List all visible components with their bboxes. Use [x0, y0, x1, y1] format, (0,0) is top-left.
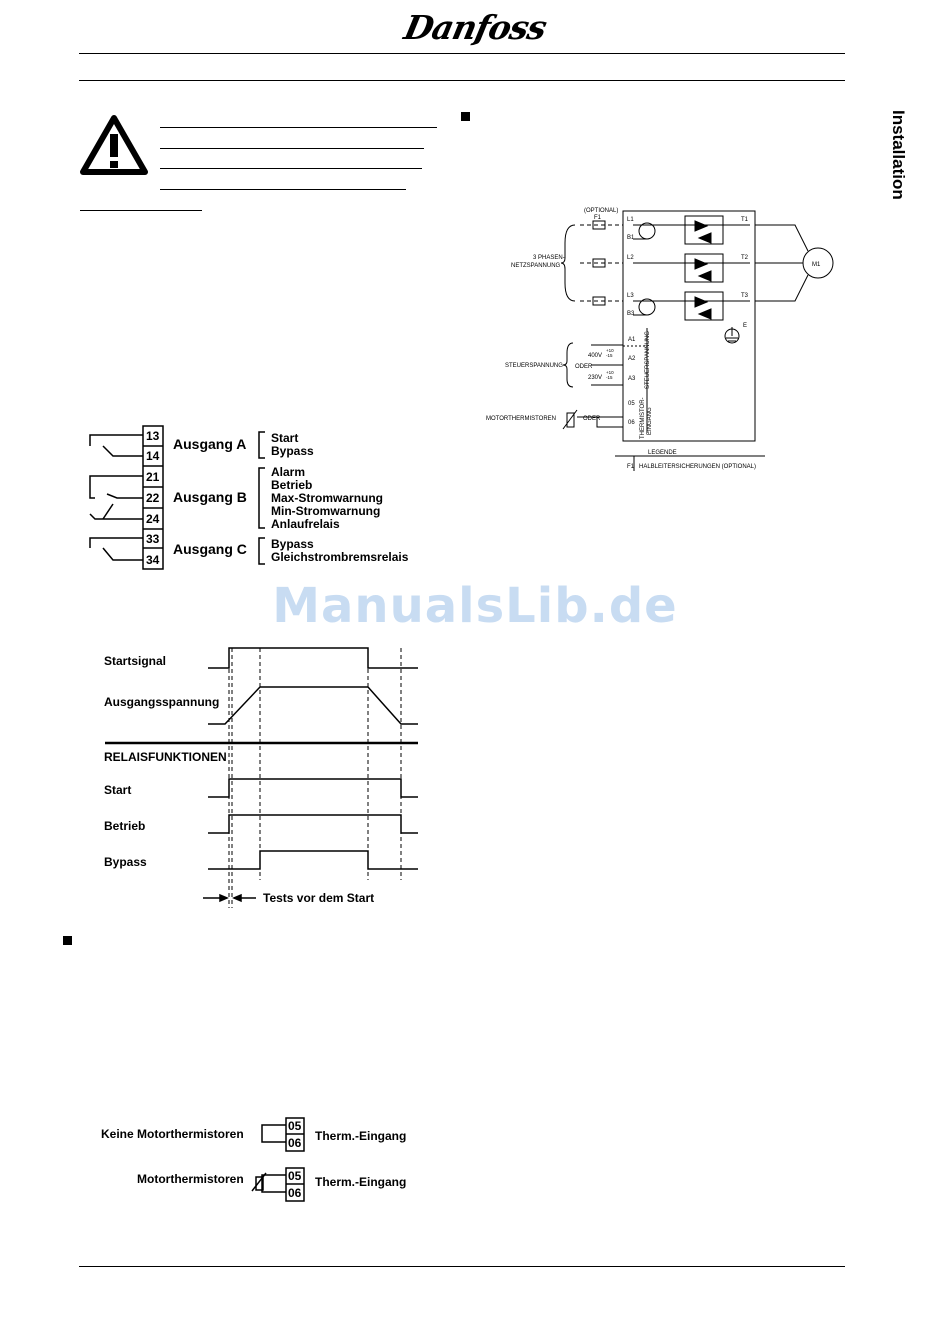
- warning-text-line-4: [160, 189, 406, 190]
- control-400v: 400V: [588, 353, 603, 359]
- terminal-14: 14: [146, 449, 160, 463]
- output-a-function: Bypass: [271, 444, 314, 458]
- earth-label: E: [743, 323, 748, 329]
- output-c-function: Bypass: [271, 537, 314, 551]
- terminal-22: 22: [146, 491, 160, 505]
- supply-label-2: NETZSPANNUNG: [511, 263, 561, 269]
- control-section-vertical: STEUERSPANNUNG: [645, 331, 651, 389]
- bypass-relay-trace: [208, 851, 418, 869]
- terminal-a2: A2: [628, 356, 636, 362]
- terminal-05: 05: [628, 401, 635, 407]
- relay-label-bypass: Bypass: [104, 855, 147, 869]
- betrieb-relay-trace: [208, 815, 418, 833]
- wiring-diagram: [485, 203, 845, 475]
- signal-label-startsignal: Startsignal: [104, 654, 167, 668]
- header-rule-top: [79, 53, 845, 54]
- watermark: ManualsLib.de: [272, 578, 678, 634]
- output-b-function: Max-Stromwarnung: [271, 491, 384, 505]
- terminal-06: 06: [288, 1186, 302, 1200]
- therm-input-label: Therm.-Eingang: [315, 1175, 407, 1189]
- thermistor-oder: ODER: [583, 416, 601, 422]
- footer-rule: [79, 1266, 845, 1267]
- fuse-label: F1: [594, 215, 602, 221]
- terminal-13: 13: [146, 429, 160, 443]
- warning-text-line-5: [80, 210, 202, 211]
- legend-title: LEGENDE: [648, 450, 677, 456]
- control-230v-tol-minus: -15: [606, 375, 613, 380]
- section-bullet-wiring: [461, 112, 470, 121]
- output-c-label: Ausgang C: [173, 541, 247, 557]
- output-c-function: Gleichstrombremsrelais: [271, 550, 409, 564]
- terminal-34: 34: [146, 553, 160, 567]
- output-b-function: Betrieb: [271, 478, 313, 492]
- header-rule-bottom: [79, 80, 845, 81]
- output-a-label: Ausgang A: [173, 436, 247, 452]
- relay-functions-title: RELAISFUNKTIONEN: [104, 750, 227, 764]
- thermistor-input-vertical-2: EINGANG: [647, 407, 653, 435]
- voltage-trace: [208, 687, 418, 724]
- optional-label: (OPTIONAL): [584, 208, 619, 214]
- relay-label-start: Start: [104, 783, 132, 797]
- thermistor-wiring-label: MOTORTHERMISTOREN: [486, 416, 557, 422]
- relay-timing-diagram: [100, 640, 430, 915]
- output-b-function: Anlaufrelais: [271, 517, 340, 531]
- therm-input-label: Therm.-Eingang: [315, 1129, 407, 1143]
- terminal-06: 06: [288, 1136, 302, 1150]
- thermistor-label: Motorthermistoren: [137, 1172, 244, 1186]
- terminal-l2: L2: [627, 255, 634, 261]
- terminal-21: 21: [146, 470, 160, 484]
- terminal-a3: A3: [628, 376, 636, 382]
- relay-output-diagram: [85, 424, 425, 574]
- control-oder: ODER: [575, 364, 593, 370]
- section-side-tab: Installation: [889, 110, 908, 200]
- relay-label-betrieb: Betrieb: [104, 819, 146, 833]
- supply-label-1: 3 PHASEN-: [533, 255, 565, 261]
- warning-text-line-1: [160, 127, 437, 128]
- output-b-function: Alarm: [271, 465, 306, 479]
- terminal-b1: B1: [627, 235, 635, 241]
- terminal-t3: T3: [741, 293, 749, 299]
- thermistor-input-vertical-1: THERMISTOR-: [640, 397, 646, 439]
- no-thermistor-label: Keine Motorthermistoren: [101, 1127, 244, 1141]
- output-a-function: Start: [271, 431, 299, 445]
- terminal-l1: L1: [627, 217, 634, 223]
- terminal-33: 33: [146, 532, 160, 546]
- motor-label: M1: [812, 262, 821, 268]
- terminal-t1: T1: [741, 217, 749, 223]
- startsignal-trace: [208, 648, 418, 668]
- warning-text-line-2: [160, 148, 424, 149]
- terminal-a1: A1: [628, 337, 636, 343]
- terminal-b3: B3: [627, 311, 635, 317]
- control-400v-tol-plus: +10: [606, 348, 614, 353]
- section-bullet-thermistor: [63, 936, 72, 945]
- control-voltage-label: STEUERSPANNUNG: [505, 363, 563, 369]
- terminal-l3: L3: [627, 293, 634, 299]
- control-230v: 230V: [588, 375, 603, 381]
- terminal-05: 05: [288, 1169, 302, 1183]
- output-b-function: Min-Stromwarnung: [271, 504, 381, 518]
- terminal-05: 05: [288, 1119, 302, 1133]
- start-relay-trace: [208, 779, 418, 797]
- tests-label: Tests vor dem Start: [263, 891, 375, 905]
- legend-text: HALBLEITERSICHERUNGEN (OPTIONAL): [639, 464, 757, 470]
- warning-icon: [80, 115, 148, 175]
- signal-label-ausgangsspannung: Ausgangsspannung: [104, 695, 220, 709]
- output-b-label: Ausgang B: [173, 489, 247, 505]
- control-230v-tol-plus: +10: [606, 370, 614, 375]
- warning-text-line-3: [160, 168, 422, 169]
- danfoss-logo: Danfoss: [400, 8, 550, 47]
- terminal-06: 06: [628, 420, 635, 426]
- control-400v-tol-minus: -15: [606, 353, 613, 358]
- terminal-t2: T2: [741, 255, 749, 261]
- thermistor-input-diagram: [100, 1115, 420, 1210]
- legend-key: F1: [627, 464, 635, 470]
- terminal-24: 24: [146, 512, 160, 526]
